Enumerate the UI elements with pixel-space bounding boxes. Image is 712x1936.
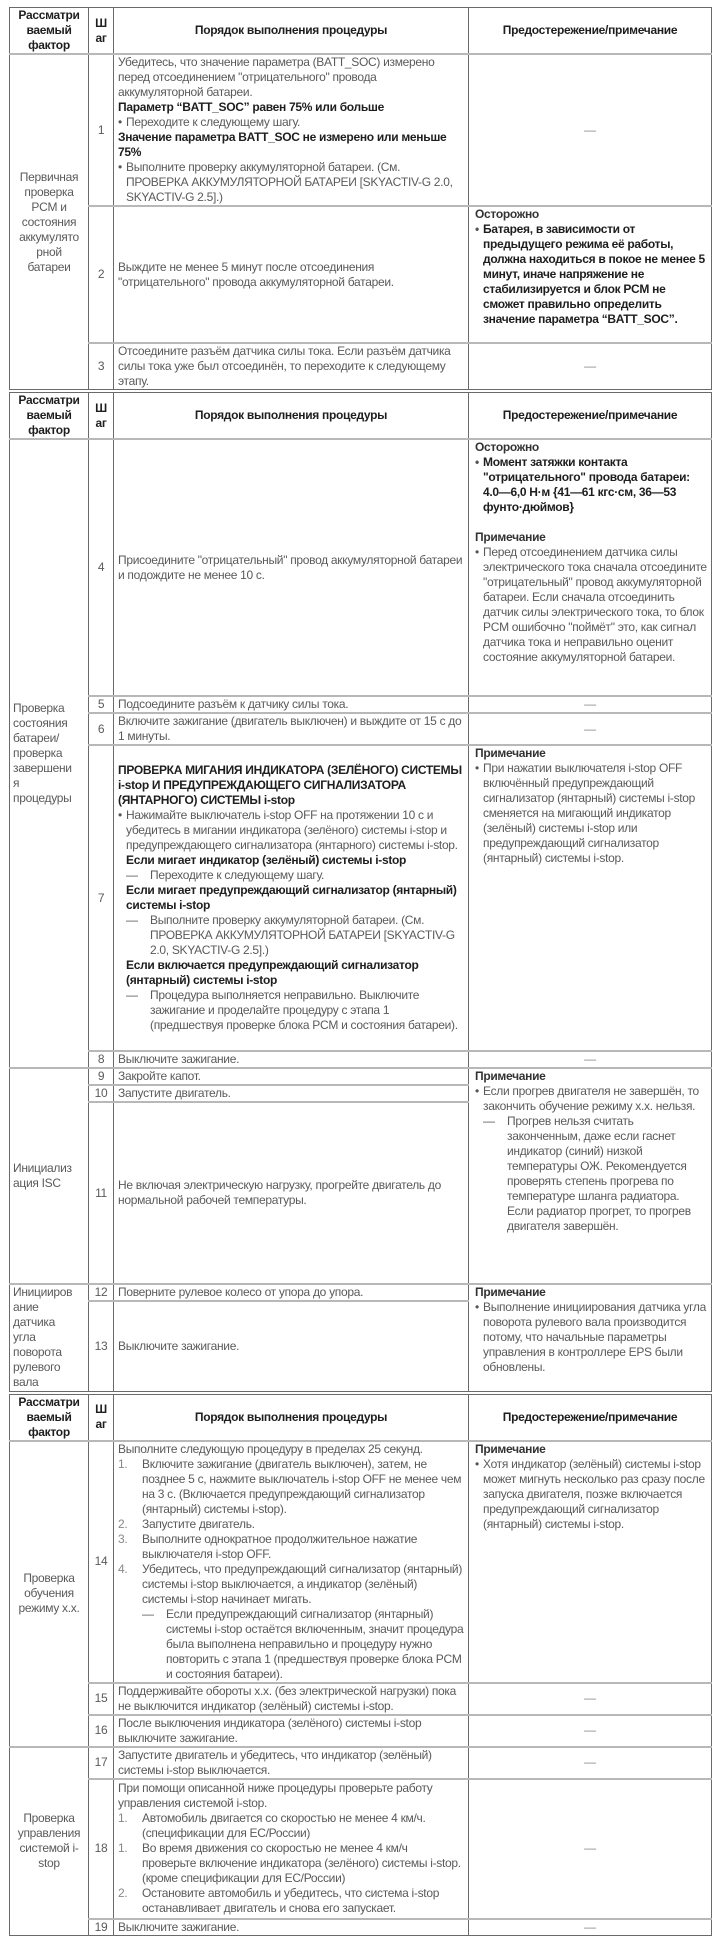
- block-text: Процедура выполняется неправильно. Выключите зажигание и проделайте процедуру с этапа 1 (предшествуя проверке блока PCM и состояния батареи).: [150, 988, 458, 1032]
- procedure-bul-block: [118, 160, 464, 205]
- step-number: 6: [89, 713, 114, 745]
- step-number: 13: [89, 1301, 114, 1391]
- list-number: 3.: [118, 1531, 128, 1546]
- note-dash-block: [483, 1114, 707, 1234]
- note-cell: [469, 54, 712, 206]
- block-text: Убедитесь, что значение параметра (BATT_SOC) измерено перед отсоединением "отрицательного" провода аккумуляторной батареи.: [118, 55, 435, 99]
- block-text: Поверните рулевое колесо от упора до упора.: [118, 1285, 364, 1299]
- procedure-p-block: [118, 1069, 464, 1084]
- block-text: Выполните следующую процедуру в пределах 25 секунд.: [118, 1441, 423, 1456]
- procedure-p-block: [118, 1781, 464, 1811]
- procedure-table: [9, 7, 712, 390]
- block-text: • Нажимайте выключатель i-stop OFF на протяжении 10 с и убедитесь в мигании индикатора (зелёного) системы i-stop и предупреждающего сигнализатора (янтарного) системы i-stop.: [126, 808, 458, 852]
- block-text: Остановите автомобиль и убедитесь, что система i-stop останавливает двигатель и снова его запускает.: [142, 1886, 440, 1915]
- procedure-cell: [114, 1284, 469, 1301]
- header-step: Ш аг: [89, 8, 114, 55]
- step-number: 15: [89, 1683, 114, 1715]
- empty-note-dash: —: [584, 1755, 596, 1769]
- note-content: [475, 440, 707, 665]
- block-text: Выключите зажигание.: [118, 1919, 240, 1934]
- header-row: [10, 8, 712, 55]
- note-cell: [469, 1051, 712, 1068]
- block-text: Запустите двигатель.: [118, 1086, 231, 1100]
- block-text: Если предупреждающий сигнализатор (янтарный) системы i-stop остаётся включенным, значит процедура была выполнена неправильно и процедуру нужно повторить с этапа 1 (предшествуя проверке блока PCM и состояния батареи).: [166, 1606, 464, 1681]
- note-cell: [469, 343, 712, 390]
- factor-cell: Проверка состояния батареи/ проверка завершени я процедуры: [10, 439, 89, 1068]
- step-number: 18: [89, 1779, 114, 1919]
- note-cell: [469, 1441, 712, 1683]
- empty-note-dash: —: [584, 1691, 596, 1705]
- factor-cell: Иницииров ание датчика угла поворота рулевого вала: [10, 1284, 89, 1391]
- factor-cell: Проверка обучения режиму х.х.: [10, 1441, 89, 1747]
- block-text: Примечание: [475, 1441, 546, 1456]
- empty-note-dash: —: [584, 1841, 596, 1855]
- table-row: [10, 1683, 712, 1715]
- dash-marker: —: [483, 1114, 495, 1128]
- block-text: Переходите к следующему шагу.: [150, 868, 324, 882]
- procedure-dash-block: [126, 868, 464, 883]
- block-text: Если мигает индикатор (зелёный) системы i-stop: [126, 853, 407, 867]
- procedure-p-block: [118, 1052, 464, 1067]
- procedure-p-block: [118, 344, 464, 389]
- block-text: • Хотя индикатор (зелёный) системы i-stop может мигнуть несколько раз сразу после запуска двигателя, позже включается предупреждающий сигнализатор (янтарный) системы i-stop.: [483, 1456, 705, 1531]
- step-number: 8: [89, 1051, 114, 1068]
- procedure-p-block: [118, 1684, 464, 1714]
- procedure-num-block: [118, 1532, 464, 1562]
- block-text: Примечание: [475, 1069, 546, 1083]
- note-cell: [469, 1747, 712, 1779]
- table-row: [10, 713, 712, 745]
- procedure-cell: [114, 1715, 469, 1747]
- procedure-cell: [114, 745, 469, 1051]
- procedure-cell: [114, 1102, 469, 1284]
- procedure-cell: [114, 343, 469, 390]
- block-text: Параметр “BATT_SOC” равен 75% или больше: [118, 100, 385, 114]
- empty-note-dash: —: [584, 122, 596, 137]
- block-text: Убедитесь, что предупреждающий сигнализатор (янтарный) системы i-stop выключается, а индикатор (зелёный) системы i-stop начинает мигать.: [142, 1561, 463, 1606]
- list-number: 1.: [118, 1841, 128, 1855]
- block-text: Отсоедините разъём датчика силы тока. Если разъём датчика силы тока уже был отсоединён, то переходите к следующему этапу.: [118, 344, 451, 388]
- procedure-cell: [114, 206, 469, 343]
- header-note: Предостережение/примечание: [469, 1394, 712, 1441]
- procedure-cell: [114, 1919, 469, 1936]
- factor-cell: Первичная проверка PCM и состояния аккумулято рной батареи: [10, 54, 89, 390]
- note-cell: [469, 439, 712, 696]
- step-number: 10: [89, 1085, 114, 1102]
- block-text: Выждите не менее 5 минут после отсоединения "отрицательного" провода аккумуляторной батареи.: [118, 259, 394, 289]
- note-h-block: [475, 746, 707, 761]
- table-row: [10, 1441, 712, 1683]
- header-factor: Рассматри ваемый фактор: [10, 1394, 89, 1441]
- block-text: Во время движения со скоростью не менее 4 км/ч проверьте включение индикатора (зелёного) системы i-stop. (кроме спецификации для ЕС/России): [142, 1841, 461, 1885]
- block-text: • Выполнение инициирования датчика угла поворота рулевого вала производится потому, что начальные параметры управления в контроллере EPS были обновлены.: [483, 1300, 706, 1374]
- note-h-block: [475, 1442, 707, 1457]
- block-text: • Если прогрев двигателя не завершён, то закончить обучение режиму х.х. нельзя.: [483, 1084, 699, 1113]
- header-row: [10, 1394, 712, 1441]
- table-row: [10, 54, 712, 206]
- block-text: • Перед отсоединением датчика силы электрического тока сначала отсоедините "отрицательный" провод аккумуляторной батареи. Если сначала отсоединить датчик силы электрического тока, то блок PCM ошибочно "поймёт" это, как сигнал датчика тока и неправильно оценит состояние аккумуляторной батареи.: [483, 545, 707, 664]
- header-note: Предостережение/примечание: [469, 393, 712, 440]
- dash-marker: —: [142, 1606, 154, 1621]
- table-row: [10, 696, 712, 713]
- block-text: Поддерживайте обороты х.х. (без электрической нагрузки) пока не выключится индикатор (зелёный) системы i-stop.: [118, 1683, 457, 1713]
- block-text: Закройте капот.: [118, 1069, 201, 1083]
- note-bul-block: [475, 1084, 707, 1114]
- procedure-cell: [114, 696, 469, 713]
- note-cell: [469, 1919, 712, 1936]
- note-gap-block: [475, 515, 707, 530]
- block-text: После выключения индикатора (зелёного) системы i-stop выключите зажигание.: [118, 1715, 422, 1745]
- step-number: 16: [89, 1715, 114, 1747]
- header-procedure: Порядок выполнения процедуры: [114, 393, 469, 440]
- block-text: Если включается предупреждающий сигнализатор (янтарный) системы i-stop: [126, 958, 419, 987]
- procedure-b-block: [118, 100, 464, 115]
- procedure-p-block: [118, 553, 464, 583]
- table-row: [10, 343, 712, 390]
- step-number: 19: [89, 1919, 114, 1936]
- table-row: [10, 1284, 712, 1301]
- empty-note-dash: —: [584, 1723, 596, 1737]
- table-row: [10, 206, 712, 343]
- procedure-cell: [114, 1068, 469, 1085]
- header-note: Предостережение/примечание: [469, 8, 712, 55]
- note-cell: [469, 745, 712, 1051]
- factor-cell: Проверка управления системой i- stop: [10, 1747, 89, 1936]
- list-number: 2.: [118, 1886, 128, 1900]
- note-h-block: [475, 440, 707, 455]
- step-number: 1: [89, 54, 114, 206]
- block-text: Включите зажигание (двигатель выключен) и выждите от 15 с до 1 минуты.: [118, 714, 462, 743]
- block-text: Автомобиль двигается со скоростью не менее 4 км/ч. (спецификации для ЕС/России): [142, 1811, 426, 1840]
- block-text: Запустите двигатель.: [142, 1516, 255, 1531]
- header-procedure: Порядок выполнения процедуры: [114, 1394, 469, 1441]
- procedure-dash-block: [126, 988, 464, 1033]
- table-row: [10, 1715, 712, 1747]
- procedure-p-block: [118, 714, 464, 744]
- procedure-p-block: [118, 1086, 464, 1101]
- note-cell: [469, 1779, 712, 1919]
- note-content: [475, 1285, 707, 1375]
- note-cell: [469, 206, 712, 343]
- step-number: 5: [89, 696, 114, 713]
- block-text: Запустите двигатель и убедитесь, что индикатор (зелёный) системы i-stop выключается.: [118, 1747, 432, 1777]
- list-number: 4.: [118, 1561, 128, 1576]
- procedure-cell: [114, 1779, 469, 1919]
- note-bul-block: [475, 1300, 707, 1375]
- note-cell: [469, 1068, 712, 1284]
- procedure-num-block: [118, 1811, 464, 1841]
- block-text: Осторожно: [475, 207, 539, 221]
- block-text: Выполните проверку аккумуляторной батареи. (См. ПРОВЕРКА АККУМУЛЯТОРНОЙ БАТАРЕИ [SKYACTIV-G 2.0, SKYACTIV-G 2.5].): [150, 913, 455, 957]
- step-number: 2: [89, 206, 114, 343]
- note-h-block: [475, 207, 707, 222]
- empty-note-dash: —: [584, 1919, 596, 1934]
- procedure-cell: [114, 713, 469, 745]
- block-text: Подсоедините разъём к датчику силы тока.: [118, 697, 349, 711]
- procedure-num-block: [118, 1562, 464, 1607]
- procedure-p-block: [118, 1920, 464, 1935]
- block-text: Не включая электрическую нагрузку, прогрейте двигатель до нормальной рабочей температуры.: [118, 1178, 441, 1207]
- block-text: Выключите зажигание.: [118, 1052, 240, 1066]
- procedure-dash-block: [126, 913, 464, 958]
- procedure-bi-block: [126, 958, 464, 988]
- note-h-block: [475, 1069, 707, 1084]
- procedure-p-block: [118, 1442, 464, 1457]
- list-number: 2.: [118, 1516, 128, 1531]
- note-cell: [469, 1683, 712, 1715]
- procedure-cell: [114, 1051, 469, 1068]
- note-content: [475, 207, 707, 327]
- step-number: 12: [89, 1284, 114, 1301]
- block-text: • Выполните проверку аккумуляторной батареи. (См. ПРОВЕРКА АККУМУЛЯТОРНОЙ БАТАРЕИ [SKYACTIV-G 2.0, SKYACTIV-G 2.5].): [126, 160, 453, 204]
- header-row: [10, 393, 712, 440]
- table-row: [10, 745, 712, 1051]
- note-bul-block: [475, 761, 707, 866]
- procedure-p-block: [118, 55, 464, 100]
- block-text: Примечание: [475, 1285, 546, 1299]
- procedure-bi-block: [126, 883, 464, 913]
- note-bulb-block: [475, 222, 707, 327]
- dash-marker: —: [126, 988, 138, 1002]
- empty-note-dash: —: [584, 697, 596, 711]
- step-number: 7: [89, 745, 114, 1051]
- procedure-num-block: [118, 1841, 464, 1886]
- block-text: • Батарея, в зависимости от предыдущего режима её работы, должна находиться в покое не менее 5 минут, иначе напряжение не стабилизируется и блок PCM не сможет правильно определить значение параметра “BATT_SOC”.: [483, 222, 705, 326]
- procedure-num-block: [118, 1457, 464, 1517]
- block-text: Значение параметра BATT_SOC не измерено или меньше 75%: [118, 130, 447, 159]
- table-row: [10, 1919, 712, 1936]
- procedure-numdash-block: [142, 1607, 464, 1682]
- dash-marker: —: [126, 913, 138, 927]
- table-row: [10, 1747, 712, 1779]
- step-number: 17: [89, 1747, 114, 1779]
- step-number: 3: [89, 343, 114, 390]
- table-row: [10, 1779, 712, 1919]
- header-factor: Рассматри ваемый фактор: [10, 393, 89, 440]
- table-row: [10, 439, 712, 696]
- note-bul-block: [475, 1457, 707, 1532]
- note-content: [475, 746, 707, 866]
- procedure-bul-block: [118, 115, 464, 130]
- block-text: Осторожно: [475, 440, 539, 454]
- list-number: 1.: [118, 1811, 128, 1825]
- note-cell: [469, 1284, 712, 1391]
- block-text: Примечание: [475, 746, 546, 760]
- note-h-block: [475, 1285, 707, 1300]
- table-row: [10, 1068, 712, 1085]
- block-text: Если мигает предупреждающий сигнализатор (янтарный) системы i-stop: [126, 883, 457, 912]
- block-text: Выполните однократное продолжительное нажатие выключателя i-stop OFF.: [142, 1531, 418, 1561]
- note-content: [475, 1069, 707, 1234]
- block-text: • Переходите к следующему шагу.: [126, 115, 300, 129]
- procedure-p-block: [118, 260, 464, 290]
- procedure-cell: [114, 1683, 469, 1715]
- block-text: • При нажатии выключателя i-stop OFF включённый предупреждающий сигнализатор (янтарный) системы i-stop сменяется на мигающий индикатор (зелёный) системы i-stop или предупреждающий сигнализатор (янтарный) системы i-stop.: [483, 761, 696, 865]
- note-cell: [469, 713, 712, 745]
- list-number: 1.: [118, 1456, 128, 1471]
- step-number: 4: [89, 439, 114, 696]
- procedure-table: [9, 1394, 712, 1936]
- procedure-cell: [114, 1747, 469, 1779]
- empty-note-dash: —: [584, 1052, 596, 1066]
- procedure-p-block: [118, 1748, 464, 1778]
- block-text: ПРОВЕРКА МИГАНИЯ ИНДИКАТОРА (ЗЕЛЁНОГО) СИСТЕМЫ i-stop И ПРЕДУПРЕЖДАЮЩЕГО СИГНАЛИЗАТОРА (ЯНТАРНОГО) СИСТЕМЫ i-stop: [118, 763, 462, 807]
- procedure-p-block: [118, 1339, 464, 1354]
- header-factor: Рассматри ваемый фактор: [10, 8, 89, 55]
- block-text: Прогрев нельзя считать законченным, даже если гаснет индикатор (синий) низкой температуры ОЖ. Рекомендуется проверять степень прогрева по температуре шланга радиатора. Если радиатор прогрет, то прогрев двигателя завершён.: [507, 1114, 691, 1233]
- note-h-block: [475, 530, 707, 545]
- dash-marker: —: [126, 868, 138, 882]
- procedure-p-block: [118, 1716, 464, 1746]
- step-number: 9: [89, 1068, 114, 1085]
- header-step: Ш аг: [89, 393, 114, 440]
- block-text: Примечание: [475, 530, 546, 544]
- procedure-num-block: [118, 1517, 464, 1532]
- empty-note-dash: —: [584, 721, 596, 736]
- header-step: Ш аг: [89, 1394, 114, 1441]
- procedure-cell: [114, 439, 469, 696]
- note-cell: [469, 1715, 712, 1747]
- note-cell: [469, 696, 712, 713]
- step-number: 11: [89, 1102, 114, 1284]
- block-text: Присоедините "отрицательный" провод аккумуляторной батареи и подождите не менее 10 с.: [118, 552, 463, 582]
- header-procedure: Порядок выполнения процедуры: [114, 8, 469, 55]
- procedure-num-block: [118, 1886, 464, 1916]
- factor-cell: Инициализ ация ISC: [10, 1068, 89, 1284]
- table-row: [10, 1051, 712, 1068]
- block-text: Выключите зажигание.: [118, 1338, 240, 1353]
- procedure-p-block: [118, 1285, 464, 1300]
- procedure-table: [9, 392, 712, 1392]
- step-number: 14: [89, 1441, 114, 1683]
- procedure-b-block: [118, 130, 464, 160]
- procedure-b-block: [118, 763, 464, 808]
- procedure-cell: [114, 54, 469, 206]
- note-content: [475, 1442, 707, 1532]
- block-text: Включите зажигание (двигатель выключен), затем, не позднее 5 с, нажмите выключатель i-stop OFF не менее чем на 3 с. (Включается предупреждающий сигнализатор (янтарный) системы i-stop).: [142, 1456, 462, 1516]
- procedure-cell: [114, 1085, 469, 1102]
- procedure-cell: [114, 1441, 469, 1683]
- note-bul-block: [475, 545, 707, 665]
- block-text: • Момент затяжки контакта "отрицательного" провода батареи: 4.0—6,0 Н·м {41—61 кгс·см, 36—53 фунто·дюймов}: [483, 455, 690, 514]
- procedure-cell: [114, 1301, 469, 1391]
- procedure-bi-block: [126, 853, 464, 868]
- procedure-bul-block: [118, 808, 464, 853]
- empty-note-dash: —: [584, 359, 596, 373]
- procedure-p-block: [118, 697, 464, 712]
- note-bulb-block: [475, 455, 707, 515]
- block-text: При помощи описанной ниже процедуры проверьте работу управления системой i-stop.: [118, 1781, 433, 1810]
- procedure-p-block: [118, 1178, 464, 1208]
